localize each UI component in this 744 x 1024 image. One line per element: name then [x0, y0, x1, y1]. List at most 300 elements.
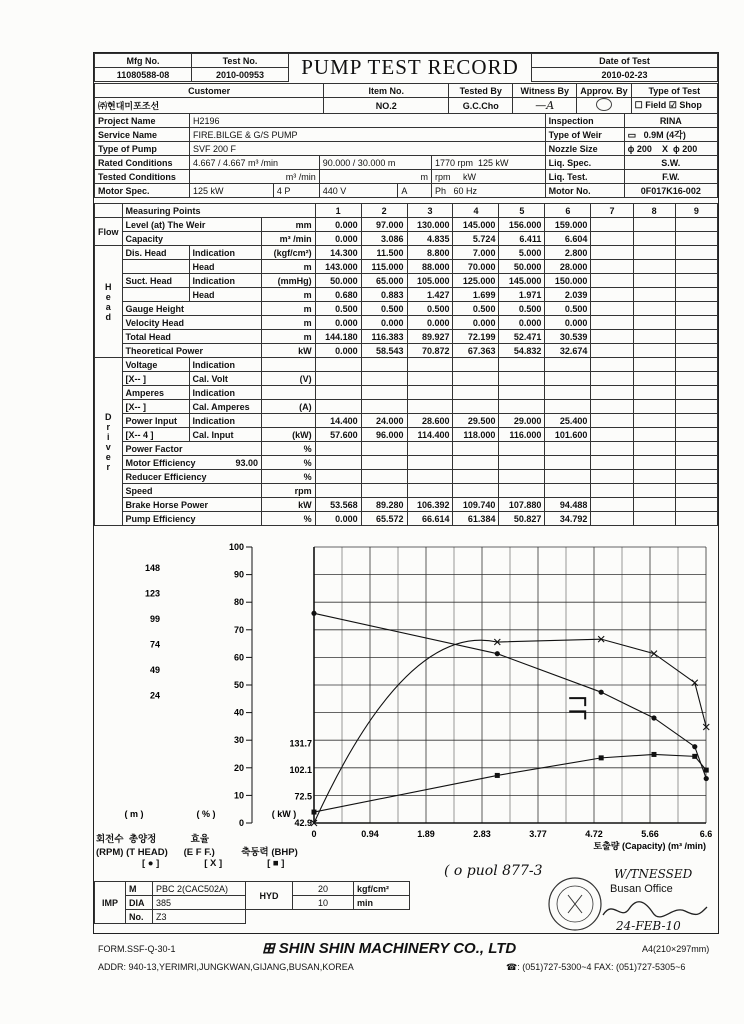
- test-no-label: Test No.: [192, 54, 289, 68]
- test-no-value: 2010-00953: [192, 68, 289, 82]
- measure-cell: [675, 288, 717, 302]
- measure-cell: [633, 414, 675, 428]
- measure-cell: 88.000: [407, 260, 453, 274]
- type-of-pump-value: SVF 200 F: [190, 142, 546, 156]
- measure-cell: 28.000: [545, 260, 591, 274]
- points-header-row: [95, 204, 718, 218]
- measure-cell: [675, 316, 717, 330]
- measure-cell: [361, 400, 407, 414]
- measure-cell: [591, 218, 633, 232]
- motor-ph-hz: Ph 60 Hz: [431, 184, 545, 198]
- measure-cell: 0.500: [545, 302, 591, 316]
- measure-cell: [633, 288, 675, 302]
- measure-cell: [633, 386, 675, 400]
- nozzle-size-value: ϕ 200 X ϕ 200: [624, 142, 717, 156]
- measure-cell: 145.000: [453, 218, 499, 232]
- bhp-tick-label: 131.7: [289, 738, 312, 749]
- service-name-label: Service Name: [95, 128, 190, 142]
- measure-cell: [675, 372, 717, 386]
- measure-cell: 0.000: [361, 316, 407, 330]
- measure-cell: [361, 358, 407, 372]
- measure-cell: [591, 484, 633, 498]
- group-letter: d: [105, 311, 111, 322]
- head-tick-label: 24: [149, 690, 160, 701]
- measure-cell: 30.539: [545, 330, 591, 344]
- measure-cell: [591, 456, 633, 470]
- measure-cell: 116.383: [361, 330, 407, 344]
- measure-cell: 107.880: [499, 498, 545, 512]
- bhp-tick-label: 42.9: [294, 818, 312, 828]
- project-name-value: H2196: [190, 114, 546, 128]
- measure-cell: [591, 330, 633, 344]
- measure-row: [95, 470, 718, 484]
- measure-cell: [591, 302, 633, 316]
- measure-cell: 89.280: [361, 498, 407, 512]
- measure-cell: [407, 358, 453, 372]
- head-point: [692, 744, 697, 749]
- head-point: [704, 776, 709, 781]
- eff-tick-label: 30: [233, 735, 244, 746]
- row-unit: %: [262, 512, 316, 526]
- row-sublabel: Indication: [189, 246, 262, 260]
- measure-cell: 116.000: [499, 428, 545, 442]
- motor-amp: A: [398, 184, 432, 198]
- measure-cell: [499, 470, 545, 484]
- measure-cell: 109.740: [453, 498, 499, 512]
- mfg-no-label: Mfg No.: [95, 54, 192, 68]
- head-tick-label: 148: [144, 563, 160, 573]
- measure-cell: [499, 400, 545, 414]
- measure-cell: [361, 456, 407, 470]
- performance-chart-svg: [94, 541, 718, 851]
- bhp-point: [312, 810, 317, 815]
- measure-cell: [591, 274, 633, 288]
- measure-cell: 70.872: [407, 344, 453, 358]
- row-group-label: [95, 246, 123, 358]
- motor-volt: 440 V: [319, 184, 398, 198]
- measure-cell: 5.000: [499, 246, 545, 260]
- head-marker: [ ● ]: [142, 858, 160, 869]
- measure-cell: 1.427: [407, 288, 453, 302]
- head-tick-label: 74: [149, 639, 160, 650]
- bhp-tick-label: 72.5: [294, 791, 312, 802]
- measure-cell: 150.000: [545, 274, 591, 288]
- row-label: [X-- 4 ]: [122, 428, 189, 442]
- measure-cell: [361, 442, 407, 456]
- eff-point: [651, 651, 657, 657]
- measure-cell: [545, 442, 591, 456]
- measure-cell: 72.199: [453, 330, 499, 344]
- measure-cell: [453, 442, 499, 456]
- row-label: [122, 260, 189, 274]
- measure-row: [95, 330, 718, 344]
- point-header-7: 7: [591, 204, 633, 218]
- measure-row: [95, 372, 718, 386]
- motor-pole: 4 P: [273, 184, 319, 198]
- measure-cell: [499, 372, 545, 386]
- head-point: [651, 715, 656, 720]
- type-of-test-label: Type of Test: [631, 84, 717, 98]
- measure-cell: [675, 428, 717, 442]
- witness-by-label: Witness By: [513, 84, 577, 98]
- group-letter: D: [105, 411, 112, 422]
- measure-cell: [315, 358, 361, 372]
- measure-row: [95, 358, 718, 372]
- measure-cell: [633, 470, 675, 484]
- measure-cell: [545, 470, 591, 484]
- imp-dia-value: 385: [153, 896, 246, 910]
- measure-cell: 144.180: [315, 330, 361, 344]
- measure-cell: [407, 470, 453, 484]
- measure-cell: [407, 442, 453, 456]
- measure-row: [95, 232, 718, 246]
- measure-cell: [675, 260, 717, 274]
- measure-cell: [675, 232, 717, 246]
- tested-by-label: Tested By: [449, 84, 513, 98]
- eff-tick-label: 60: [233, 652, 244, 663]
- measure-cell: 11.500: [361, 246, 407, 260]
- measure-row: [95, 498, 718, 512]
- measure-cell: [591, 498, 633, 512]
- measure-cell: 0.500: [407, 302, 453, 316]
- measure-cell: [675, 386, 717, 400]
- row-group-label: Flow: [95, 218, 123, 246]
- measure-cell: [545, 386, 591, 400]
- test-type-options: [631, 98, 717, 114]
- point-header-4: 4: [453, 204, 499, 218]
- measure-cell: 50.000: [499, 260, 545, 274]
- measure-cell: [633, 274, 675, 288]
- measure-cell: 114.400: [407, 428, 453, 442]
- measure-cell: 29.000: [499, 414, 545, 428]
- measure-cell: [545, 372, 591, 386]
- bhp-point: [495, 773, 500, 778]
- document-title: PUMP TEST RECORD: [301, 55, 519, 80]
- row-sublabel: Cal. Amperes: [189, 400, 262, 414]
- x-tick-label: 4.72: [585, 829, 603, 839]
- measure-cell: [675, 218, 717, 232]
- service-name-value: FIRE.BILGE & G/S PUMP: [190, 128, 546, 142]
- measure-cell: [591, 442, 633, 456]
- row-unit: %: [262, 470, 316, 484]
- signed-date: 24-FEB-10: [616, 919, 681, 933]
- measure-cell: 0.000: [315, 232, 361, 246]
- measure-cell: [315, 386, 361, 400]
- measure-cell: 0.500: [315, 302, 361, 316]
- legend-english: (RPM) (T HEAD) (E F F.) 축동력 (BHP): [96, 847, 298, 858]
- x-tick-label: 6.6: [699, 829, 713, 839]
- measure-cell: [453, 372, 499, 386]
- x-tick-label: 2.83: [473, 829, 491, 839]
- legend-markers: [142, 858, 284, 869]
- measure-cell: [633, 344, 675, 358]
- measure-cell: [591, 400, 633, 414]
- measure-cell: [407, 484, 453, 498]
- measure-cell: [499, 442, 545, 456]
- row-unit: m: [262, 330, 316, 344]
- eff-tick-label: 40: [233, 707, 244, 718]
- form-number: FORM.SSF-Q-30-1: [98, 944, 176, 954]
- measure-cell: [675, 414, 717, 428]
- axis-unit-head: ( m ): [124, 809, 144, 819]
- head-tick-label: 123: [144, 588, 160, 599]
- customer-table: [94, 83, 718, 114]
- row-sublabel: Indication: [189, 414, 262, 428]
- legend-korean: 회전수 총양정 효율: [96, 834, 210, 845]
- axis-unit-eff: ( % ): [196, 809, 216, 819]
- axis-unit-bhp: ( kW ): [271, 809, 297, 819]
- measure-cell: [361, 386, 407, 400]
- x-axis-label: 토출량 (Capacity) (m³ /min): [593, 841, 706, 851]
- measure-cell: [675, 274, 717, 288]
- measure-cell: [633, 372, 675, 386]
- measure-cell: 143.000: [315, 260, 361, 274]
- rated-rpm-kw: 1770 rpm 125 kW: [431, 156, 545, 170]
- measure-cell: [545, 400, 591, 414]
- row-unit: (mmHg): [262, 274, 316, 288]
- row-sublabel: Indication: [189, 386, 262, 400]
- row-unit: mm: [262, 218, 316, 232]
- record-sheet: [93, 52, 719, 934]
- measure-cell: 0.500: [361, 302, 407, 316]
- item-no-label: Item No.: [324, 84, 449, 98]
- measure-cell: [315, 442, 361, 456]
- row-label: Power Input: [122, 414, 189, 428]
- row-unit: m: [262, 302, 316, 316]
- measure-cell: [675, 344, 717, 358]
- measure-cell: [675, 456, 717, 470]
- measuring-points-label: Measuring Points: [122, 204, 315, 218]
- rated-flow: 4.667 / 4.667 m³ /min: [190, 156, 320, 170]
- row-unit: (A): [262, 400, 316, 414]
- motor-kw: 125 kW: [190, 184, 274, 198]
- measure-cell: 159.000: [545, 218, 591, 232]
- measure-cell: 125.000: [453, 274, 499, 288]
- measure-cell: [315, 484, 361, 498]
- row-label: Reducer Efficiency: [122, 470, 262, 484]
- row-label: Speed: [122, 484, 262, 498]
- row-label: Motor Efficiency 93.00: [122, 456, 262, 470]
- measure-cell: [453, 456, 499, 470]
- eff-tick-label: 100: [228, 542, 244, 552]
- row-label: Voltage: [122, 358, 189, 372]
- rated-conditions-label: Rated Conditions: [95, 156, 190, 170]
- measure-row: [95, 484, 718, 498]
- measure-cell: 57.600: [315, 428, 361, 442]
- shop-checkbox[interactable]: ☑: [668, 100, 677, 110]
- company-name: ⊞ SHIN SHIN MACHINERY CO., LTD: [262, 940, 517, 957]
- measure-cell: [633, 260, 675, 274]
- measure-cell: [361, 470, 407, 484]
- measure-cell: 0.500: [453, 302, 499, 316]
- measure-cell: 58.543: [361, 344, 407, 358]
- group-letter: v: [105, 441, 111, 452]
- motor-efficiency-value: 93.00: [235, 457, 259, 468]
- measure-cell: [633, 330, 675, 344]
- row-label: [X-- ]: [122, 400, 189, 414]
- measure-cell: 156.000: [499, 218, 545, 232]
- measure-cell: [591, 260, 633, 274]
- liq-spec-value: S.W.: [624, 156, 717, 170]
- measure-cell: [633, 456, 675, 470]
- row-sublabel: Indication: [189, 358, 262, 372]
- row-unit: (V): [262, 372, 316, 386]
- measure-cell: [675, 400, 717, 414]
- row-unit: kW: [262, 498, 316, 512]
- row-sublabel: Cal. Volt: [189, 372, 262, 386]
- point-header-2: 2: [361, 204, 407, 218]
- measure-cell: 145.000: [499, 274, 545, 288]
- motor-no-value: 0F017K16-002: [624, 184, 717, 198]
- hyd-time: 10: [293, 896, 354, 910]
- row-sublabel: Cal. Input: [189, 428, 262, 442]
- group-letter: e: [105, 451, 111, 462]
- eff-tick-label: 20: [233, 762, 244, 773]
- tested-conditions-label: Tested Conditions: [95, 170, 190, 184]
- measure-cell: [675, 246, 717, 260]
- x-tick-label: 0.94: [361, 829, 379, 839]
- measure-cell: [591, 428, 633, 442]
- row-label: Pump Efficiency: [122, 512, 262, 526]
- date-label: Date of Test: [532, 54, 718, 68]
- measure-cell: 29.500: [453, 414, 499, 428]
- eff-tick-label: 10: [233, 790, 244, 801]
- imp-dia-label: DIA: [126, 896, 153, 910]
- measure-cell: 7.000: [453, 246, 499, 260]
- impeller-table: [94, 881, 410, 924]
- liq-spec-label: Liq. Spec.: [545, 156, 624, 170]
- measure-cell: 0.680: [315, 288, 361, 302]
- field-checkbox[interactable]: ☐: [634, 100, 643, 110]
- measure-cell: 66.614: [407, 512, 453, 526]
- row-unit: (kW): [262, 428, 316, 442]
- measure-cell: 70.000: [453, 260, 499, 274]
- x-tick-label: 5.66: [641, 829, 659, 839]
- measure-row: [95, 414, 718, 428]
- eff-tick-label: 50: [233, 680, 244, 690]
- measure-cell: [675, 498, 717, 512]
- row-label: Gauge Height: [122, 302, 262, 316]
- measure-cell: 6.604: [545, 232, 591, 246]
- imp-label: IMP: [95, 882, 126, 924]
- measure-row: [95, 512, 718, 526]
- measure-cell: [591, 414, 633, 428]
- measure-cell: [315, 400, 361, 414]
- measure-row: [95, 442, 718, 456]
- measure-cell: [453, 386, 499, 400]
- measure-cell: [591, 316, 633, 330]
- nozzle-size-label: Nozzle Size: [545, 142, 624, 156]
- point-header-3: 3: [407, 204, 453, 218]
- bhp-point: [692, 754, 697, 759]
- handwritten-cert-no: ( o puol 877-3: [444, 863, 543, 879]
- row-label: Level (at) The Weir: [122, 218, 262, 232]
- row-label: Power Factor: [122, 442, 262, 456]
- row-unit: [262, 414, 316, 428]
- measure-cell: [407, 372, 453, 386]
- hyd-pressure-unit: kgf/cm²: [354, 882, 410, 896]
- measure-cell: [675, 484, 717, 498]
- group-letter: i: [106, 431, 110, 442]
- motor-spec-label: Motor Spec.: [95, 184, 190, 198]
- row-unit: m: [262, 288, 316, 302]
- measure-cell: 14.400: [315, 414, 361, 428]
- eff-tick-label: 90: [233, 569, 244, 580]
- hyd-label: HYD: [246, 882, 293, 910]
- inspection-label: Inspection: [545, 114, 624, 128]
- row-unit: kW: [262, 344, 316, 358]
- measure-cell: [675, 512, 717, 526]
- measure-cell: [591, 358, 633, 372]
- measure-cell: 0.000: [499, 316, 545, 330]
- point-header-1: 1: [315, 204, 361, 218]
- measure-cell: [545, 484, 591, 498]
- measure-cell: [407, 400, 453, 414]
- head-point: [495, 651, 500, 656]
- head-point: [599, 690, 604, 695]
- row-unit: rpm: [262, 484, 316, 498]
- measure-row: [95, 456, 718, 470]
- measure-cell: [633, 218, 675, 232]
- eff-marker: [ X ]: [204, 858, 223, 869]
- measure-cell: 67.363: [453, 344, 499, 358]
- measure-cell: [675, 330, 717, 344]
- row-unit: [262, 386, 316, 400]
- head-point: [311, 611, 316, 616]
- measure-cell: [633, 358, 675, 372]
- point-header-9: 9: [675, 204, 717, 218]
- row-unit: %: [262, 442, 316, 456]
- company-phone-fax: ☎: (051)727-5300~4 FAX: (051)727-5305~6: [506, 962, 686, 972]
- measure-cell: [499, 386, 545, 400]
- project-name-label: Project Name: [95, 114, 190, 128]
- measure-cell: [633, 498, 675, 512]
- measure-cell: [315, 470, 361, 484]
- row-label: Capacity: [122, 232, 262, 246]
- motor-no-label: Motor No.: [545, 184, 624, 198]
- measure-cell: 50.827: [499, 512, 545, 526]
- shop-label: Shop: [679, 100, 702, 110]
- measure-cell: [633, 442, 675, 456]
- group-letter: r: [106, 461, 110, 472]
- row-unit: [262, 358, 316, 372]
- point-header-8: 8: [633, 204, 675, 218]
- measure-row: [95, 288, 718, 302]
- row-label: Suct. Head: [122, 274, 189, 288]
- measure-cell: 4.835: [407, 232, 453, 246]
- rated-point-mark: [569, 698, 585, 706]
- performance-chart: [94, 541, 718, 851]
- measure-cell: 101.600: [545, 428, 591, 442]
- measure-row: [95, 428, 718, 442]
- measure-cell: [591, 372, 633, 386]
- measure-cell: 2.800: [545, 246, 591, 260]
- imp-m-label: M: [126, 882, 153, 896]
- row-unit: %: [262, 456, 316, 470]
- measure-cell: 0.000: [315, 316, 361, 330]
- eff-tick-label: 0: [238, 818, 244, 828]
- row-label: [122, 288, 189, 302]
- measure-cell: [361, 372, 407, 386]
- row-label: Theoretical Power: [122, 344, 262, 358]
- eff-tick-label: 70: [233, 624, 244, 635]
- measure-cell: [499, 358, 545, 372]
- row-label: Amperes: [122, 386, 189, 400]
- type-of-pump-label: Type of Pump: [95, 142, 190, 156]
- company-address: ADDR: 940-13,YERIMRI,JUNGKWAN,GIJANG,BUSAN,KOREA: [98, 962, 354, 972]
- measure-cell: 0.000: [315, 512, 361, 526]
- weir-icon: ▭: [627, 130, 644, 140]
